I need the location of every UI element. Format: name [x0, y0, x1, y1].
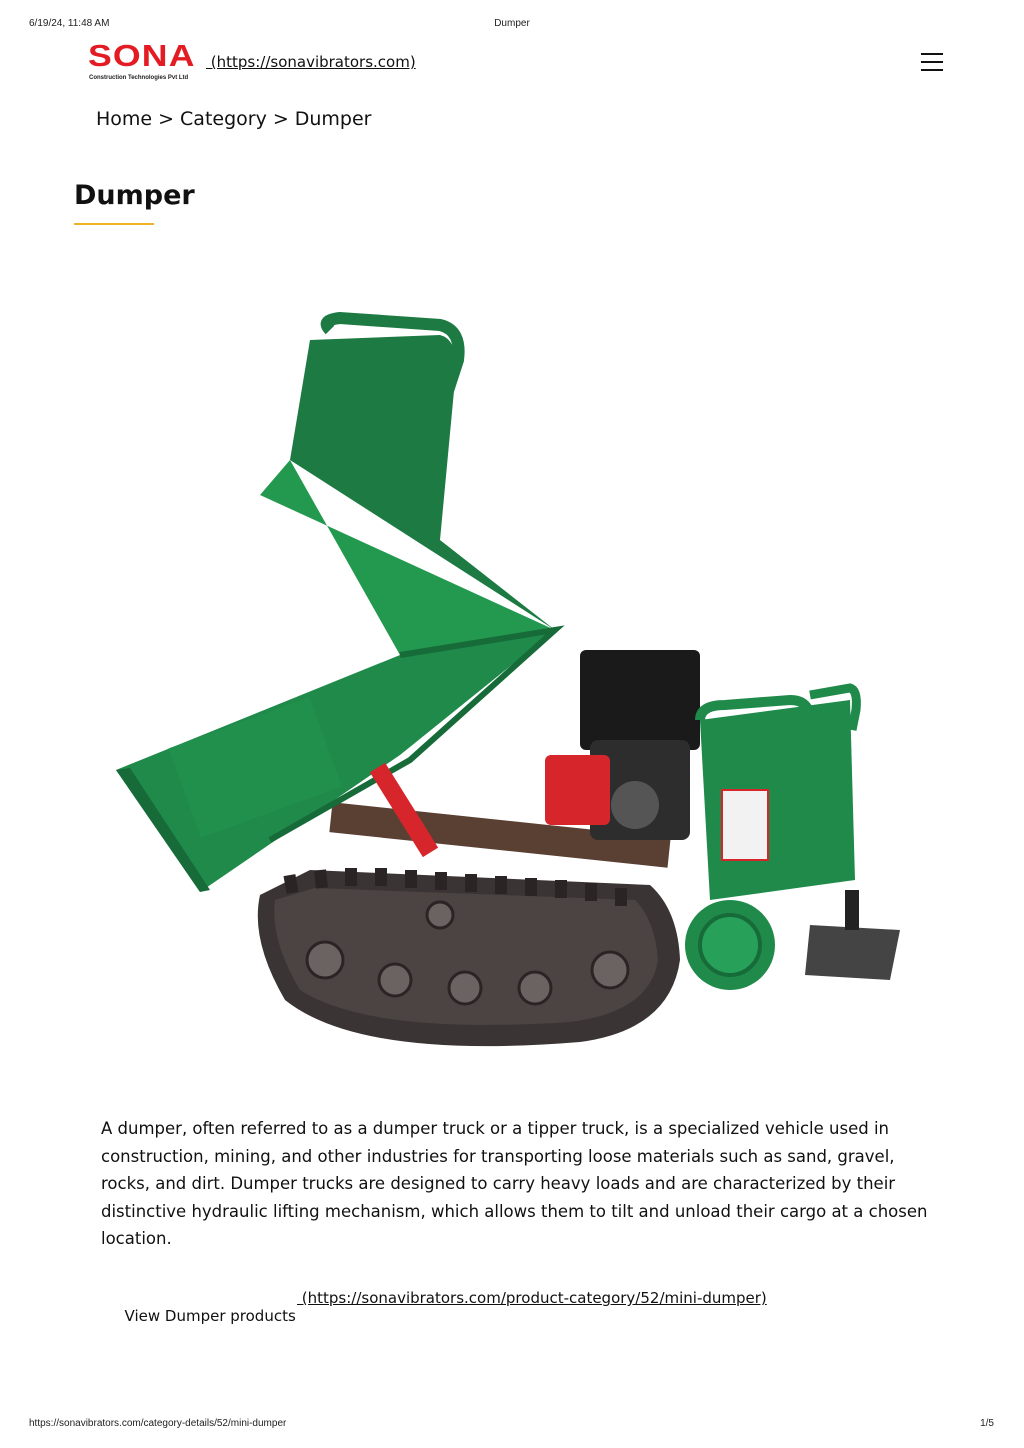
print-header — [0, 18, 1024, 32]
home-link[interactable]: (https://sonavibrators.com) — [206, 53, 416, 71]
logo-subtext: Construction Technologies Pvt Ltd — [89, 75, 189, 81]
breadcrumb-separator: > — [272, 108, 289, 130]
print-page-number: 1/5 — [980, 1418, 994, 1429]
sona-logo[interactable] — [88, 38, 196, 84]
breadcrumb-current: Dumper — [294, 108, 372, 130]
title-underline — [74, 223, 154, 225]
dumper-product-image — [110, 300, 910, 1060]
view-products-label: View Dumper products — [124, 1307, 296, 1325]
category-description: A dumper, often referred to as a dumper truck or a tipper truck, is a specialized vehicle used in construction, mining, and other industries for transporting loose materials such as sand, gravel, rocks, and dirt. Dumper trucks are designed to carry heavy loads and are characterized by their distinctive hydraulic lifting mechanism, which allows them to tilt and unload their cargo at a chosen location. — [101, 1119, 928, 1248]
view-products-row — [115, 1289, 767, 1343]
print-datetime: 6/19/24, 11:48 AM — [29, 18, 110, 29]
print-url: https://sonavibrators.com/category-details/52/mini-dumper — [29, 1418, 287, 1429]
breadcrumb-separator: > — [158, 108, 175, 130]
breadcrumb — [96, 108, 372, 130]
control-housing — [685, 688, 900, 990]
crawler-track — [258, 868, 680, 1046]
hamburger-menu-icon[interactable] — [921, 53, 943, 71]
engine — [545, 650, 700, 840]
breadcrumb-category[interactable]: Category — [180, 108, 267, 130]
dump-bed — [116, 318, 555, 892]
print-footer — [0, 1418, 1024, 1432]
logo-wordmark: SONA — [88, 38, 196, 73]
view-products-link[interactable]: (https://sonavibrators.com/product-category/52/mini-dumper) — [297, 1289, 767, 1307]
breadcrumb-home[interactable]: Home — [96, 108, 153, 130]
site-header — [0, 40, 1024, 90]
print-title: Dumper — [494, 18, 530, 29]
page-title: Dumper — [74, 180, 195, 211]
